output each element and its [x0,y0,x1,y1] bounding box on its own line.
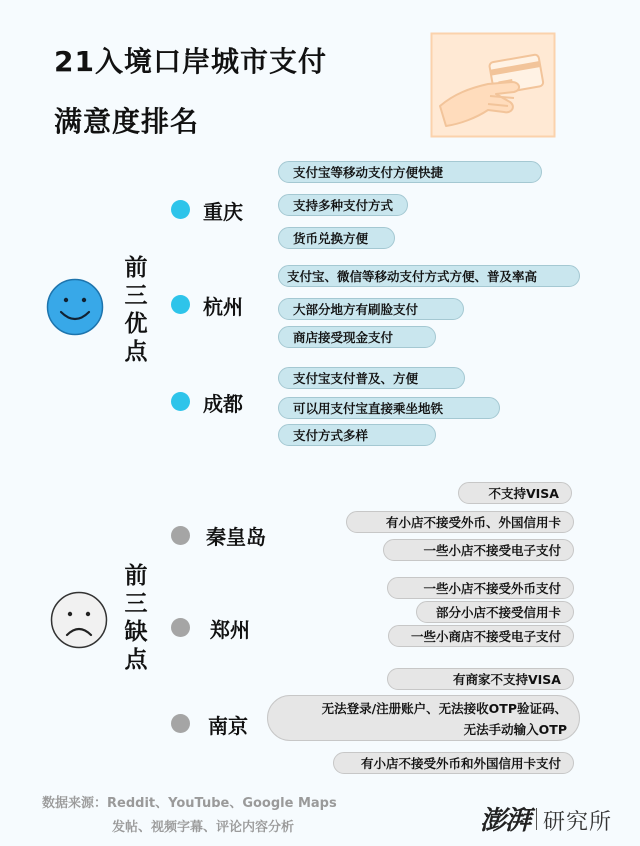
credit-card-hand-icon [430,32,556,138]
pro-point: 支付宝支付普及、方便 [278,367,465,389]
data-source-line1: 数据来源：Reddit、YouTube、Google Maps [42,796,337,811]
city-name-hangzhou: 杭州 [203,295,243,319]
con-point-multiline [267,695,580,741]
cons-section-label: 前三缺点 [124,563,148,673]
brand-divider [536,808,537,830]
city-bullet-dot [171,200,190,219]
page-title-line1: 21入境口岸城市支付 [54,45,327,78]
city-bullet-dot [171,392,190,411]
pro-point: 货币兑换方便 [278,227,395,249]
pros-section-label: 前三优点 [124,255,148,365]
con-point-line: 无法登录/注册账户、无法接收OTP验证码、 [321,701,567,716]
con-point-line: 无法手动输入OTP [463,722,567,737]
brand-logo [480,800,612,837]
brand-sub-text: 研究所 [543,810,613,835]
pro-point: 商店接受现金支付 [278,326,436,348]
con-point: 不支持VISA [458,482,572,504]
city-bullet-dot [171,526,190,545]
pro-point: 支付宝等移动支付方便快捷 [278,161,542,183]
city-bullet-dot [171,714,190,733]
con-point: 有商家不支持VISA [387,668,574,690]
pro-point: 支持多种支付方式 [278,194,408,216]
city-name-chongqing: 重庆 [203,200,243,224]
con-point: 部分小店不接受信用卡 [416,601,574,623]
city-name-nanjing: 南京 [208,714,248,738]
smiley-face-icon [46,278,104,336]
page-title-line2: 满意度排名 [54,105,200,138]
brand-main-text: 澎湃 [480,806,531,836]
pro-point: 大部分地方有刷脸支付 [278,298,464,320]
con-point: 有小店不接受外币、外国信用卡 [346,511,574,533]
pro-point: 支付方式多样 [278,424,436,446]
city-name-zhengzhou: 郑州 [210,618,250,642]
con-point: 一些小店不接受电子支付 [383,539,574,561]
con-point: 一些小店不接受外币支付 [387,577,574,599]
con-point: 一些小商店不接受电子支付 [388,625,574,647]
city-name-qinhuangdao: 秦皇岛 [206,525,266,549]
city-bullet-dot [171,618,190,637]
city-name-chengdu: 成都 [203,392,243,416]
pro-point: 支付宝、微信等移动支付方式方便、普及率高 [278,265,580,287]
sad-face-icon [50,591,108,649]
city-bullet-dot [171,295,190,314]
data-source-line2: 发帖、视频字幕、评论内容分析 [112,820,295,835]
pro-point: 可以用支付宝直接乘坐地铁 [278,397,500,419]
con-point: 有小店不接受外币和外国信用卡支付 [333,752,574,774]
